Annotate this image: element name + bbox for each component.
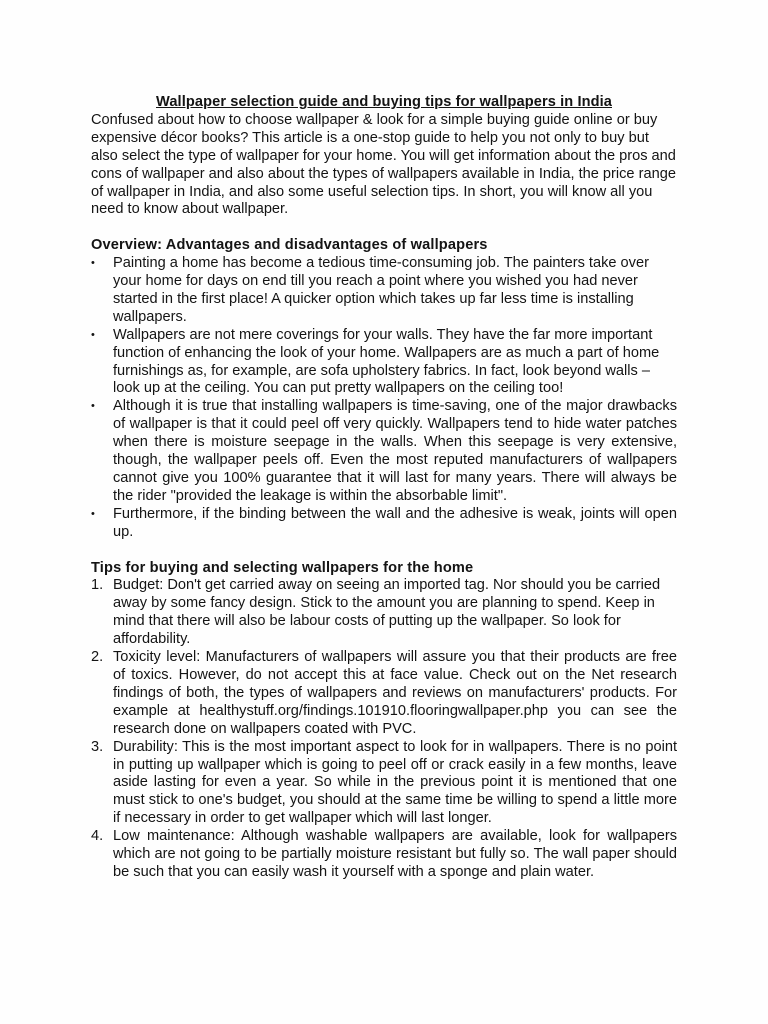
tips-item-text: Low maintenance: Although washable wallpapers are available, look for wallpapers which are not going to be partially moisture resistant but fully so. The wall paper should be such that you can easily wash it yourself with a sponge and plain water. (113, 828, 677, 880)
bullet-icon: • (91, 328, 95, 341)
overview-list-item (91, 398, 677, 505)
document-content (91, 94, 677, 882)
tips-item-text: Toxicity level: Manufacturers of wallpapers will assure you that their products are free of toxics. However, do not accept this at face value. Check out on the Net research findings of both, the types of wallpapers and reviews on manufacturers' products. For example at healthystuff.org/findings.101910.flooringwallpaper.php you can see the research done on wallpapers coated with PVC. (113, 649, 677, 737)
tips-heading: Tips for buying and selecting wallpapers for the home (91, 559, 474, 576)
bullet-icon: • (91, 257, 95, 270)
list-number: 2. (91, 649, 104, 666)
overview-item-text: Painting a home has become a tedious time-consuming job. The painters take over your home for days on end till you reach a point where you wished you had never started in the first place! A quicker option which takes up far less time is installing wallpapers. (113, 255, 649, 325)
list-number: 3. (91, 738, 104, 755)
overview-item-text: Wallpapers are not mere coverings for your walls. They have the far more important function of enhancing the look of your home. Wallpapers are as much a part of home furnishings as, for example, are sofa upholstery fabrics. In fact, look beyond walls – look up at the ceiling. You can put pretty wallpapers on the ceiling too! (113, 326, 660, 397)
overview-list-item (91, 255, 677, 327)
overview-heading: Overview: Advantages and disadvantages of wallpapers (91, 237, 488, 254)
overview-item-text: Although it is true that installing wallpapers is time-saving, one of the major drawbacks of wallpaper is that it could peel off very quickly. Wallpapers tend to hide water patches when there is moisture seepage in the walls. When this seepage is very extensive, though, the wallpaper peels off. Even the most reputed manufacturers of wallpapers cannot give you 100% guarantee that it will last for many years. There will always be the rider "provided the leakage is within the absorbable limit". (113, 398, 677, 504)
bullet-icon: • (91, 400, 95, 413)
list-number: 1. (91, 577, 104, 594)
overview-list-item (91, 327, 677, 399)
tips-item-text: Budget: Don't get carried away on seeing an imported tag. Nor should you be carried away by some fancy design. Stick to the amount you are planning to spend. Keep in mind that there will also be labour costs of putting up the wallpaper. So look for affordability. (113, 577, 661, 648)
tips-list-item (91, 828, 677, 882)
overview-list (91, 255, 677, 542)
overview-list-item (91, 506, 677, 542)
tips-list-item (91, 739, 677, 829)
document-title: Wallpaper selection guide and buying tips for wallpapers in India (156, 94, 612, 110)
intro-paragraph: Confused about how to choose wallpaper & look for a simple buying guide online or buy expensive décor books? This article is a one-stop guide to help you not only to buy but also select the type of wallpaper for your home. You will get information about the pros and cons of wallpaper and also about the types of wallpapers available in India, the price range of wallpaper in India, and also some useful selection tips. In short, you will know all you need to know about wallpaper. (91, 111, 676, 218)
bullet-icon: • (91, 507, 95, 520)
overview-item-text: Furthermore, if the binding between the wall and the adhesive is weak, joints will open up. (113, 505, 677, 540)
tips-item-text: Durability: This is the most important aspect to look for in wallpapers. There is no point in putting up wallpaper which is going to peel off or crack easily in a few months, leave aside lasting for even a year. So while in the previous point it is mentioned that one must stick to one's budget, you should at the same time be willing to spend a little more if necessary in order to get wallpaper which will last longer. (113, 738, 677, 827)
tips-list-item (91, 577, 677, 649)
tips-list (91, 577, 677, 881)
list-number: 4. (91, 828, 104, 845)
tips-list-item (91, 649, 677, 739)
